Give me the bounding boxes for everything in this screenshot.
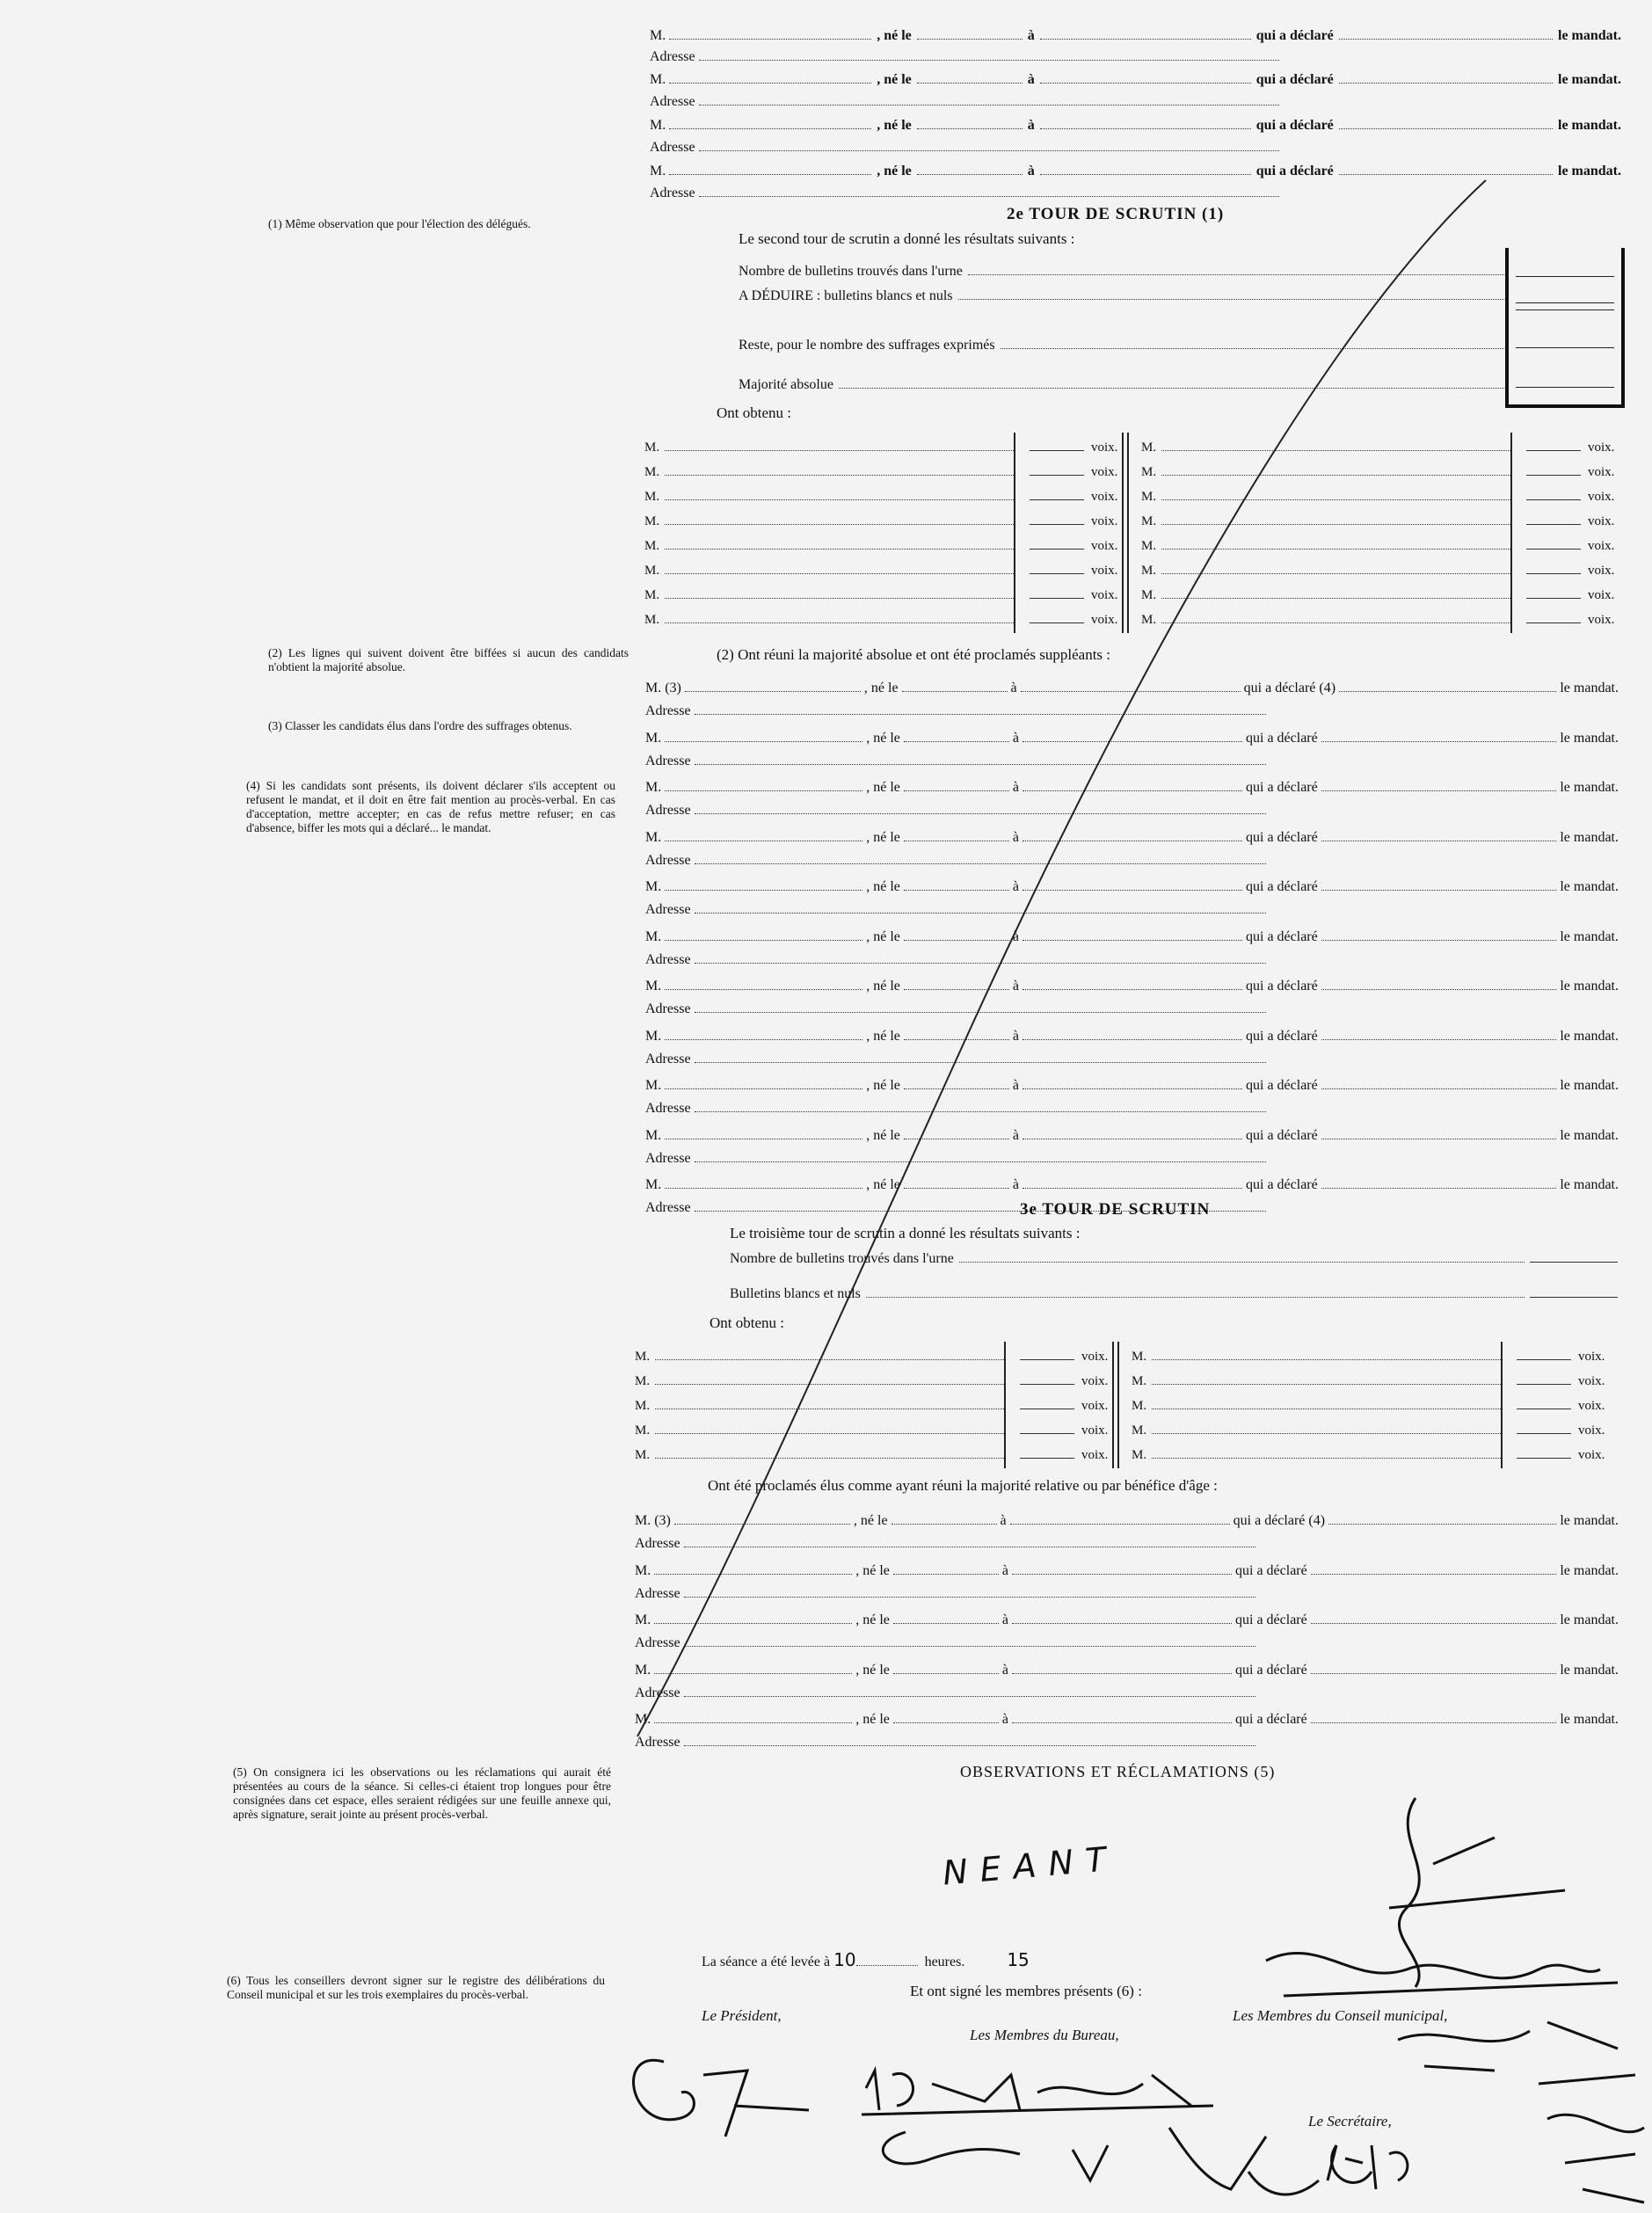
tour3-bulletins-label: Nombre de bulletins trouvés dans l'urne bbox=[730, 1251, 954, 1266]
a-label: à bbox=[1012, 928, 1019, 944]
a-label: à bbox=[1001, 1612, 1008, 1627]
signed-line: Et ont signé les membres présents (6) : bbox=[910, 1983, 1142, 1999]
voix-label: voix. bbox=[1588, 588, 1615, 602]
m-label: M. bbox=[1141, 588, 1157, 602]
candidate-row bbox=[631, 1705, 1622, 1728]
vote-row bbox=[635, 1368, 1118, 1389]
m-label: M. bbox=[1141, 490, 1157, 504]
m-label: M. bbox=[644, 613, 660, 627]
qui-a-declare-label: qui a déclaré bbox=[1246, 1177, 1318, 1192]
le-mandat-label: le mandat. bbox=[1560, 1612, 1619, 1627]
address-row bbox=[646, 133, 1279, 156]
vote-row bbox=[635, 1343, 1118, 1365]
m-label: M. bbox=[644, 588, 660, 602]
vote-row bbox=[644, 582, 1128, 603]
qui-a-declare-label: qui a déclaré bbox=[1246, 979, 1318, 994]
a-label: à bbox=[1001, 1562, 1008, 1578]
candidate-row bbox=[646, 65, 1627, 88]
qui-a-declare-label: qui a déclaré bbox=[1246, 730, 1318, 746]
le-mandat-label: le mandat. bbox=[1560, 1562, 1619, 1578]
voix-label: voix. bbox=[1091, 613, 1118, 627]
adresse-label: Adresse bbox=[650, 140, 695, 155]
vote-row bbox=[644, 484, 1128, 505]
vote-row bbox=[644, 508, 1128, 529]
candidate-row bbox=[631, 1656, 1622, 1678]
m-label: M. bbox=[1132, 1374, 1147, 1388]
qui-a-declare-label: qui a déclaré bbox=[1246, 1078, 1318, 1093]
voix-label: voix. bbox=[1091, 490, 1118, 504]
vote-row bbox=[1141, 484, 1625, 505]
adresse-label: Adresse bbox=[645, 1101, 691, 1116]
vote-row bbox=[1132, 1343, 1615, 1365]
vote-row bbox=[1141, 607, 1625, 628]
voix-label: voix. bbox=[1081, 1423, 1109, 1438]
address-row bbox=[631, 1579, 1255, 1602]
tour2-reste-label: Reste, pour le nombre des suffrages exprimés bbox=[739, 338, 995, 353]
ne-le-label: , né le bbox=[866, 829, 900, 845]
adresse-label: Adresse bbox=[645, 803, 691, 818]
a-label: à bbox=[1027, 72, 1035, 87]
qui-a-declare-label: qui a déclaré bbox=[1246, 879, 1318, 894]
a-label: à bbox=[1012, 829, 1019, 845]
candidate-row bbox=[646, 157, 1627, 179]
tour2-suppleants-heading: (2) Ont réuni la majorité absolue et ont été proclamés suppléants : bbox=[717, 646, 1111, 663]
m-label: M. bbox=[1132, 1350, 1147, 1364]
footnote-1: (1) Même observation que pour l'élection des délégués. bbox=[268, 217, 531, 230]
ne-le-label: , né le bbox=[866, 979, 900, 994]
seance-heures-label: heures. bbox=[924, 1955, 965, 1969]
le-mandat-label: le mandat. bbox=[1560, 1712, 1619, 1727]
m-label: M. bbox=[635, 1712, 651, 1727]
adresse-label: Adresse bbox=[645, 902, 691, 917]
m-label: M. bbox=[644, 440, 660, 455]
ne-le-label: , né le bbox=[866, 928, 900, 944]
ne-le-label: , né le bbox=[877, 118, 912, 133]
seance-hour: 10 bbox=[833, 1949, 856, 1970]
tour3-ont-obtenu: Ont obtenu : bbox=[710, 1314, 784, 1331]
adresse-label: Adresse bbox=[645, 753, 691, 768]
tour2-bulletins-label: Nombre de bulletins trouvés dans l'urne bbox=[739, 264, 963, 279]
a-label: à bbox=[1012, 730, 1019, 746]
qui-a-declare-label: qui a déclaré bbox=[1255, 28, 1334, 43]
adresse-label: Adresse bbox=[645, 852, 691, 868]
tour2-majorite-label: Majorité absolue bbox=[739, 377, 833, 392]
m-label: M. bbox=[635, 1350, 651, 1364]
address-row bbox=[642, 945, 1266, 968]
ne-le-label: , né le bbox=[866, 780, 900, 795]
ne-le-label: , né le bbox=[866, 1028, 900, 1044]
m-label: M. bbox=[645, 928, 662, 944]
m-label: M. bbox=[645, 1127, 662, 1143]
m-label: M. bbox=[645, 730, 662, 746]
candidate-row bbox=[646, 21, 1627, 44]
adresse-label: Adresse bbox=[645, 1001, 691, 1016]
m-label: M. bbox=[635, 1562, 651, 1578]
le-mandat-label: le mandat. bbox=[1558, 164, 1621, 178]
adresse-label: Adresse bbox=[645, 1200, 691, 1215]
footnote-3: (3) Classer les candidats élus dans l'ordre des suffrages obtenus. bbox=[268, 719, 572, 732]
tour3-blancs-row bbox=[730, 1279, 1618, 1302]
m-label: M. bbox=[650, 164, 666, 178]
tour2-reste-row bbox=[739, 331, 1508, 353]
ne-le-label: , né le bbox=[877, 72, 912, 87]
candidate-row bbox=[642, 1170, 1622, 1193]
address-row bbox=[642, 1094, 1266, 1117]
address-row bbox=[631, 1628, 1255, 1651]
address-row bbox=[642, 796, 1266, 819]
le-mandat-label: le mandat. bbox=[1560, 879, 1619, 894]
observations-handwritten-text: NEANT bbox=[941, 1838, 1120, 1893]
voix-label: voix. bbox=[1091, 514, 1118, 528]
le-mandat-label: le mandat. bbox=[1558, 72, 1621, 87]
voix-label: voix. bbox=[1091, 539, 1118, 553]
m-label: M. bbox=[650, 28, 666, 43]
vote-row bbox=[1141, 434, 1625, 455]
observations-title: OBSERVATIONS ET RÉCLAMATIONS (5) bbox=[960, 1763, 1276, 1780]
ne-le-label: , né le bbox=[855, 1612, 890, 1627]
m-label: M. bbox=[645, 979, 662, 994]
secretaire-label: Le Secrétaire, bbox=[1308, 2113, 1392, 2129]
voix-label: voix. bbox=[1081, 1350, 1109, 1364]
ne-le-label: , né le bbox=[853, 1513, 888, 1528]
candidate-row bbox=[642, 724, 1622, 746]
candidate-row bbox=[642, 673, 1622, 696]
vote-row bbox=[644, 607, 1128, 628]
m-label: M. bbox=[635, 1448, 651, 1462]
a-label: à bbox=[1012, 879, 1019, 894]
tour2-ont-obtenu: Ont obtenu : bbox=[717, 404, 791, 421]
adresse-label: Adresse bbox=[635, 1735, 680, 1750]
candidate-row bbox=[642, 773, 1622, 796]
ne-le-label: , né le bbox=[877, 164, 912, 178]
vote-row bbox=[1141, 459, 1625, 480]
qui-a-declare-label: qui a déclaré bbox=[1255, 164, 1334, 178]
vote-row bbox=[644, 434, 1128, 455]
adresse-label: Adresse bbox=[635, 1685, 680, 1700]
address-row bbox=[646, 87, 1279, 110]
m-label: M. bbox=[1141, 613, 1157, 627]
tour2-bulletins-row bbox=[739, 257, 1508, 280]
candidate-row bbox=[631, 1556, 1622, 1579]
ne-le-label: , né le bbox=[855, 1712, 890, 1727]
signature-conseil bbox=[1248, 1798, 1644, 2202]
m-label: M. bbox=[1132, 1448, 1147, 1462]
adresse-label: Adresse bbox=[645, 1150, 691, 1166]
adresse-label: Adresse bbox=[645, 1051, 691, 1066]
qui-a-declare-label: qui a déclaré bbox=[1235, 1612, 1307, 1627]
voix-label: voix. bbox=[1091, 564, 1118, 578]
voix-label: voix. bbox=[1588, 564, 1615, 578]
tour3-proclames-heading: Ont été proclamés élus comme ayant réuni la majorité relative ou par bénéfice d'âge : bbox=[708, 1477, 1218, 1494]
m-label: M. bbox=[635, 1612, 651, 1627]
m-label: M. bbox=[645, 829, 662, 845]
le-mandat-label: le mandat. bbox=[1560, 1127, 1619, 1143]
address-row bbox=[642, 1045, 1266, 1067]
a-label: à bbox=[1012, 1078, 1019, 1093]
voix-label: voix. bbox=[1081, 1374, 1109, 1388]
qui-a-declare-label: qui a déclaré bbox=[1246, 1127, 1318, 1143]
m-label: M. bbox=[1141, 564, 1157, 578]
m-label: M. bbox=[644, 465, 660, 479]
conseil-label: Les Membres du Conseil municipal, bbox=[1233, 2007, 1448, 2024]
qui-a-declare-label: qui a déclaré bbox=[1235, 1662, 1307, 1678]
vote-row bbox=[644, 459, 1128, 480]
signature-bureau bbox=[862, 2071, 1266, 2189]
adresse-label: Adresse bbox=[645, 703, 691, 718]
voix-label: voix. bbox=[1091, 440, 1118, 455]
voix-label: voix. bbox=[1091, 588, 1118, 602]
qui-a-declare-label: qui a déclaré bbox=[1235, 1712, 1307, 1727]
m-label: M. bbox=[635, 1662, 651, 1678]
address-row bbox=[642, 1144, 1266, 1167]
m-label: M. bbox=[1141, 514, 1157, 528]
m-label: M. bbox=[645, 879, 662, 894]
tour3-intro: Le troisième tour de scrutin a donné les résultats suivants : bbox=[730, 1225, 1081, 1241]
vote-row bbox=[1141, 582, 1625, 603]
m-label: M. bbox=[1132, 1399, 1147, 1413]
candidate-row bbox=[642, 1022, 1622, 1045]
a-label: à bbox=[1000, 1513, 1007, 1528]
le-mandat-label: le mandat. bbox=[1560, 1028, 1619, 1044]
le-mandat-label: le mandat. bbox=[1560, 928, 1619, 944]
a-label: à bbox=[1001, 1662, 1008, 1678]
adresse-label: Adresse bbox=[635, 1536, 680, 1551]
voix-label: voix. bbox=[1588, 490, 1615, 504]
ne-le-label: , né le bbox=[855, 1562, 890, 1578]
address-row bbox=[631, 1678, 1255, 1701]
voix-label: voix. bbox=[1588, 539, 1615, 553]
address-row bbox=[642, 746, 1266, 769]
le-mandat-label: le mandat. bbox=[1560, 829, 1619, 845]
m-label: M. bbox=[635, 1374, 651, 1388]
m-label: M. bbox=[1141, 539, 1157, 553]
voix-label: voix. bbox=[1588, 613, 1615, 627]
vote-row bbox=[635, 1393, 1118, 1414]
m-label: M. bbox=[644, 564, 660, 578]
m-label: M. bbox=[645, 1028, 662, 1044]
tour3-blancs-label: Bulletins blancs et nuls bbox=[730, 1286, 861, 1301]
address-row bbox=[631, 1728, 1255, 1751]
vote-row bbox=[1132, 1368, 1615, 1389]
tour3-bulletins-row bbox=[730, 1244, 1618, 1267]
address-row bbox=[631, 1529, 1255, 1552]
vote-row bbox=[1132, 1393, 1615, 1414]
tour2-deduire-row bbox=[739, 281, 1508, 304]
a-label: à bbox=[1010, 681, 1017, 695]
le-mandat-label: le mandat. bbox=[1560, 979, 1619, 994]
m-label: M. bbox=[635, 1399, 651, 1413]
voix-label: voix. bbox=[1588, 440, 1615, 455]
m-label: M. bbox=[1141, 440, 1157, 455]
le-mandat-label: le mandat. bbox=[1560, 1662, 1619, 1678]
address-row bbox=[646, 178, 1279, 201]
qui-a-declare-label: qui a déclaré bbox=[1255, 72, 1334, 87]
voix-label: voix. bbox=[1578, 1374, 1605, 1388]
qui-a-declare-label: qui a déclaré bbox=[1246, 780, 1318, 795]
qui-a-declare-label: qui a déclaré bbox=[1235, 1562, 1307, 1578]
qui-a-declare-label: qui a déclaré bbox=[1246, 1028, 1318, 1044]
le-mandat-label: le mandat. bbox=[1560, 681, 1619, 695]
le-mandat-label: le mandat. bbox=[1560, 1078, 1619, 1093]
adresse-label: Adresse bbox=[635, 1635, 680, 1650]
seance-prefix: La séance a été levée à bbox=[702, 1955, 831, 1969]
a-label: à bbox=[1001, 1712, 1008, 1727]
m-label: M. bbox=[645, 1177, 662, 1192]
le-mandat-label: le mandat. bbox=[1560, 780, 1619, 795]
address-row bbox=[642, 696, 1266, 719]
address-row bbox=[642, 846, 1266, 869]
m-label: M. bbox=[645, 780, 662, 795]
tour2-majorite-row bbox=[739, 370, 1508, 393]
signature-president bbox=[633, 2060, 809, 2137]
a-label: à bbox=[1012, 1127, 1019, 1143]
vote-row bbox=[1141, 557, 1625, 579]
vote-row bbox=[644, 557, 1128, 579]
vote-row bbox=[1141, 508, 1625, 529]
m-label: M. bbox=[635, 1423, 651, 1438]
m-label: M. bbox=[650, 72, 666, 87]
tour2-deduire-label: A DÉDUIRE : bulletins blancs et nuls bbox=[739, 288, 953, 303]
m-label: M. bbox=[1132, 1423, 1147, 1438]
candidate-row bbox=[642, 1121, 1622, 1144]
adresse-label: Adresse bbox=[650, 94, 695, 109]
vote-row bbox=[1132, 1417, 1615, 1438]
voix-label: voix. bbox=[1081, 1399, 1109, 1413]
a-label: à bbox=[1012, 979, 1019, 994]
vote-row bbox=[635, 1417, 1118, 1438]
footnote-6: (6) Tous les conseillers devront signer sur le registre des délibérations du Conseil municipal et sur les trois exemplaires du procès-verbal. bbox=[227, 1974, 605, 2001]
tour3-title: 3e TOUR DE SCRUTIN bbox=[1020, 1200, 1211, 1219]
bureau-label: Les Membres du Bureau, bbox=[970, 2027, 1119, 2043]
ne-le-label: , né le bbox=[866, 1127, 900, 1143]
address-row bbox=[646, 42, 1279, 65]
voix-label: voix. bbox=[1588, 465, 1615, 479]
ne-le-label: , né le bbox=[866, 1078, 900, 1093]
candidate-row bbox=[642, 972, 1622, 994]
adresse-label: Adresse bbox=[635, 1585, 680, 1601]
qui-a-declare-label: qui a déclaré (4) bbox=[1233, 1513, 1326, 1528]
ne-le-label: , né le bbox=[855, 1662, 890, 1678]
ne-le-label: , né le bbox=[866, 1177, 900, 1192]
qui-a-declare-label: qui a déclaré bbox=[1246, 829, 1318, 845]
tour2-intro: Le second tour de scrutin a donné les résultats suivants : bbox=[739, 230, 1075, 247]
a-label: à bbox=[1012, 1028, 1019, 1044]
candidate-row bbox=[642, 1071, 1622, 1094]
candidate-row bbox=[646, 111, 1627, 134]
footnote-4: (4) Si les candidats sont présents, ils doivent déclarer s'ils acceptent ou refusent le mandat, et il doit en être fait mention au procès-verbal. En cas d'acceptation, mettre accepter; en cas de refus mettre refuser; en cas d'absence, biffer les mots qui a déclaré... le mandat. bbox=[246, 779, 615, 834]
qui-a-declare-label: qui a déclaré bbox=[1246, 928, 1318, 944]
vote-row bbox=[635, 1442, 1118, 1463]
candidate-row bbox=[642, 922, 1622, 945]
candidate-row bbox=[642, 872, 1622, 895]
ne-le-label: , né le bbox=[877, 28, 912, 43]
vote-row bbox=[644, 533, 1128, 554]
ne-le-label: , né le bbox=[863, 681, 899, 695]
qui-a-declare-label: qui a déclaré (4) bbox=[1243, 681, 1336, 695]
le-mandat-label: le mandat. bbox=[1558, 118, 1621, 133]
address-row bbox=[642, 994, 1266, 1017]
adresse-label: Adresse bbox=[650, 49, 695, 64]
voix-label: voix. bbox=[1578, 1399, 1605, 1413]
signature-secretaire bbox=[1328, 2145, 1408, 2189]
vote-row bbox=[1141, 533, 1625, 554]
voix-label: voix. bbox=[1578, 1448, 1605, 1462]
voix-label: voix. bbox=[1578, 1423, 1605, 1438]
m-label: M. (3) bbox=[635, 1513, 671, 1528]
adresse-label: Adresse bbox=[650, 186, 695, 200]
voix-label: voix. bbox=[1081, 1448, 1109, 1462]
le-mandat-label: le mandat. bbox=[1560, 1513, 1619, 1528]
a-label: à bbox=[1012, 780, 1019, 795]
m-label: M. bbox=[645, 1078, 662, 1093]
voix-label: voix. bbox=[1588, 514, 1615, 528]
tour2-title: 2e TOUR DE SCRUTIN (1) bbox=[1007, 205, 1225, 223]
address-row bbox=[642, 895, 1266, 918]
candidate-row bbox=[631, 1506, 1622, 1529]
candidate-row bbox=[642, 823, 1622, 846]
m-label: M. bbox=[650, 118, 666, 133]
a-label: à bbox=[1027, 164, 1035, 178]
m-label: M. bbox=[644, 539, 660, 553]
m-label: M. (3) bbox=[645, 681, 681, 695]
footnote-5: (5) On consignera ici les observations ou les réclamations qui aurait été présentées au cours de la séance. Si celles-ci étaient trop longues pour être consignées dans cet espace, elles seraient rédigées sur une feuille annexe qui, après signature, serait jointe au présent procès-verbal. bbox=[233, 1765, 611, 1821]
le-mandat-label: le mandat. bbox=[1560, 730, 1619, 746]
le-mandat-label: le mandat. bbox=[1560, 1177, 1619, 1192]
seance-row bbox=[702, 1947, 1124, 1970]
voix-label: voix. bbox=[1091, 465, 1118, 479]
m-label: M. bbox=[644, 490, 660, 504]
footnote-2: (2) Les lignes qui suivent doivent être biffées si aucun des candidats n'obtient la majorité absolue. bbox=[268, 646, 629, 673]
a-label: à bbox=[1027, 118, 1035, 133]
president-label: Le Président, bbox=[702, 2007, 782, 2024]
qui-a-declare-label: qui a déclaré bbox=[1255, 118, 1334, 133]
m-label: M. bbox=[644, 514, 660, 528]
voix-label: voix. bbox=[1578, 1350, 1605, 1364]
ne-le-label: , né le bbox=[866, 730, 900, 746]
m-label: M. bbox=[1141, 465, 1157, 479]
tour2-result-box bbox=[1505, 248, 1625, 408]
le-mandat-label: le mandat. bbox=[1558, 28, 1621, 43]
a-label: à bbox=[1027, 28, 1035, 43]
a-label: à bbox=[1012, 1177, 1019, 1192]
vote-row bbox=[1132, 1442, 1615, 1463]
ne-le-label: , né le bbox=[866, 879, 900, 894]
candidate-row bbox=[631, 1605, 1622, 1628]
adresse-label: Adresse bbox=[645, 951, 691, 967]
seance-minutes: 15 bbox=[1007, 1949, 1030, 1970]
